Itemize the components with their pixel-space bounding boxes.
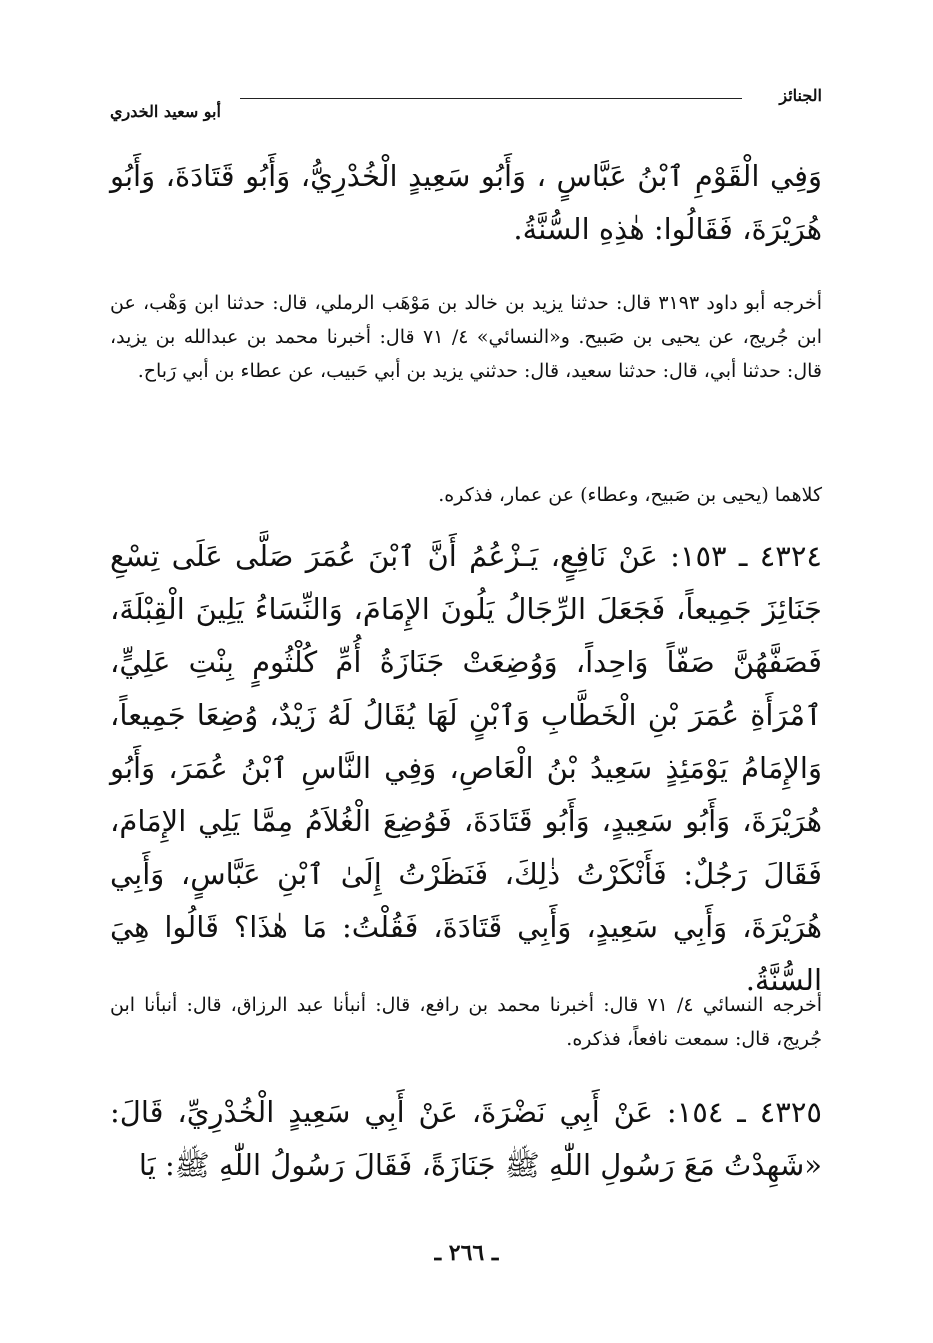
hadith-4324: ٤٣٢٤ ـ ١٥٣: عَنْ نَافِعٍ، يَـزْعُمُ أَنَّ ٱبْنَ عُمَرَ صَلَّى عَلَى تِسْعِ جَنَائِزَ جَمِيعاً، فَجَعَلَ الرِّجَالُ يَلُونَ الإِمَامَ، وَالنِّسَاءُ يَلِينَ الْقِبْلَةَ، فَصَفَّهُنَّ صَفّاً وَاحِداً، وَوُضِعَتْ جَنَازَةُ أُمِّ كُلْثُومٍ بِنْتِ عَلِيٍّ، ٱمْرَأَةِ عُمَرَ بْنِ الْخَطَّابِ وَٱبْنٍ لَهَا يُقَالُ لَهُ زَيْدٌ، وُضِعَا جَمِيعاً، وَالإِمَامُ يَوْمَئِذٍ سَعِيدُ بْنُ الْعَاصِ، وَفِي النَّاسِ ٱبْنُ عُمَرَ، وَأَبُو هُرَيْرَةَ، وَأَبُو سَعِيدٍ، وَأَبُو قَتَادَةَ، فَوُضِعَ الْغُلاَمُ مِمَّا يَلِي الإِمَامَ، فَقَالَ رَجُلٌ: فَأَنْكَرْتُ ذٰلِكَ، فَنَظَرْتُ إِلَىٰ ٱبْنِ عَبَّاسٍ، وَأَبِي هُرَيْرَةَ، وَأَبِي سَعِيدٍ، وَأَبِي قَتَادَةَ، فَقُلْتُ: مَا هٰذَا؟ قَالُوا هِيَ السُّنَّةُ. (110, 539, 823, 997)
hadith-continuation: وَفِي الْقَوْمِ ٱبْنُ عَبَّاسٍ ، وَأَبُو سَعِيدٍ الْخُدْرِيُّ، وَأَبُو قَتَادَةَ، وَأَبُو هُرَيْرَةَ، فَقَالُوا: هٰذِهِ السُّنَّةُ. (110, 159, 822, 246)
header-chapter: الجنائز (779, 86, 822, 105)
takhrij-nasai: أخرجه النسائي ٤/ ٧١ قال: أخبرنا محمد بن رافع، قال: أنبأنا عبد الرزاق، قال: أنبأنا ابن جُريج، قال: سمعت نافعاً، فذكره. (110, 994, 822, 1050)
running-header (110, 86, 822, 126)
takhrij-3193: أخرجه أبو داود ٣١٩٣ قال: حدثنا يزيد بن خالد بن مَوْهَب الرملي، قال: حدثنا ابن وَهْب، عن ابن جُريج، عن يحيى بن صَبيح. و«النسائي» ٤/ ٧١ قال: أخبرنا محمد بن عبدالله بن يزيد، قال: حدثنا أبي، قال: حدثنا سعيد، قال: حدثني يزيد بن أبي حَبيب، عن عطاء بن أبي رَباح. (110, 292, 822, 382)
takhrij-summary: كلاهما (يحيى بن صَبيح، وعطاء) عن عمار، فذكره. (438, 484, 822, 506)
header-narrator: أبو سعيد الخدري (110, 102, 221, 121)
page-number: ـ ٢٦٦ ـ (434, 1240, 499, 1266)
hadith-4325: ٤٣٢٥ ـ ١٥٤: عَنْ أَبِي نَضْرَةَ، عَنْ أَبِي سَعِيدٍ الْخُدْرِيِّ، قَالَ: «شَهِدْتُ مَعَ رَسُولِ اللّٰهِ ﷺ جَنَازَةً، فَقَالَ رَسُولُ اللّٰهِ ﷺ: يَا (110, 1095, 822, 1182)
header-rule (240, 98, 742, 99)
